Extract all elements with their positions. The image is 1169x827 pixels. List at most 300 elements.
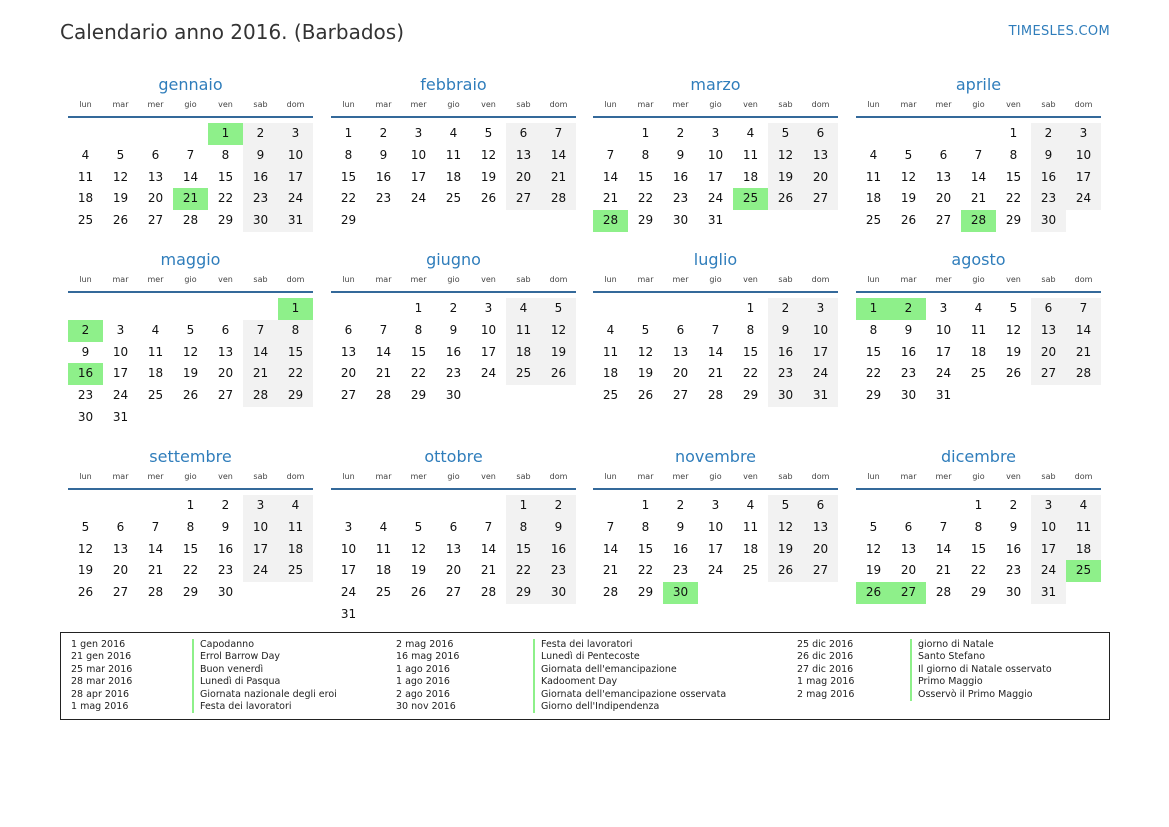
day-cell: 13 [1031, 320, 1066, 342]
day-cell: 23 [1031, 188, 1066, 210]
weekday-label: lun [79, 100, 92, 109]
day-cell: 29 [865, 388, 882, 403]
weekday-label: lun [604, 100, 617, 109]
day-cell: 3 [414, 126, 423, 140]
weekday-label: ven [743, 275, 758, 284]
empty-cell [243, 298, 278, 320]
day-cell: 19 [410, 563, 427, 578]
day-cell: 15 [742, 344, 759, 359]
day-cell: 13 [900, 541, 917, 556]
day-cell: 16 [672, 541, 689, 556]
legend-dates-1 [71, 639, 132, 713]
day-cell: 14 [935, 541, 952, 556]
day-cell: 19 [900, 191, 917, 206]
weekday-label: dom [549, 472, 568, 481]
site-link[interactable]: TIMESLES.COM [1008, 24, 1110, 39]
day-cell: 29 [742, 388, 759, 403]
day-cell: 22 [340, 191, 357, 206]
day-cell: 16 [1005, 541, 1022, 556]
day-cell: 5 [1009, 301, 1018, 315]
legend-holiday-name: Lunedì di Pasqua [192, 676, 337, 688]
empty-cell [366, 298, 401, 320]
day-cell: 25 [742, 563, 759, 578]
day-cell: 26 [182, 388, 199, 403]
day-cell: 29 [410, 388, 427, 403]
day-cell: 5 [869, 519, 878, 534]
day-cell: 19 [77, 563, 94, 578]
weekday-label: mar [637, 275, 654, 284]
day-cell: 9 [541, 517, 576, 539]
empty-cell [856, 495, 891, 517]
weekday-label: ven [1006, 275, 1021, 284]
legend-date: 30 nov 2016 [396, 700, 456, 712]
month-agosto [856, 249, 1101, 407]
day-cell: 13 [147, 169, 164, 184]
weekday-label: lun [79, 275, 92, 284]
day-cell: 24 [112, 388, 129, 403]
month-rule [593, 116, 838, 118]
day-cell: 8 [414, 322, 423, 337]
day-grid [593, 495, 838, 604]
day-cell: 23 [243, 188, 278, 210]
day-cell: 4 [449, 126, 458, 140]
day-cell: 24 [803, 363, 838, 385]
day-cell: 19 [1005, 344, 1022, 359]
month-name: marzo [690, 75, 741, 94]
month-rule [593, 291, 838, 293]
day-cell: 20 [147, 191, 164, 206]
weekday-label: mar [900, 472, 917, 481]
legend-names-1 [192, 639, 337, 713]
weekday-label: ven [481, 100, 496, 109]
day-cell: 6 [676, 322, 685, 337]
weekday-label: sab [1041, 275, 1056, 284]
day-cell: 21 [707, 366, 724, 381]
empty-cell [173, 123, 208, 145]
day-cell: 6 [449, 519, 458, 534]
page-title: Calendario anno 2016. (Barbados) [60, 20, 405, 44]
day-cell: 25 [77, 213, 94, 228]
day-cell: 24 [1031, 560, 1066, 582]
month-name: settembre [149, 447, 232, 466]
weekday-header [856, 472, 1101, 486]
day-cell: 15 [506, 539, 541, 561]
day-cell: 4 [1066, 495, 1101, 517]
day-cell: 14 [707, 344, 724, 359]
empty-cell [68, 123, 103, 145]
day-cell: 10 [410, 147, 427, 162]
empty-cell [103, 495, 138, 517]
day-cell: 2 [1031, 123, 1066, 145]
day-cell: 17 [278, 167, 313, 189]
legend-holiday-name: Giorno dell'Indipendenza [533, 701, 726, 713]
weekday-label: mar [900, 275, 917, 284]
day-cell: 5 [768, 495, 803, 517]
day-cell: 2 [541, 495, 576, 517]
day-cell: 2 [768, 298, 803, 320]
day-cell: 27 [672, 388, 689, 403]
day-cell: 8 [974, 519, 983, 534]
month-rule [68, 488, 313, 490]
day-cell: 30 [77, 409, 94, 424]
day-cell: 23 [77, 388, 94, 403]
day-grid [331, 123, 576, 232]
weekday-header [856, 275, 1101, 289]
holiday-day: 25 [733, 188, 768, 210]
day-cell: 30 [243, 210, 278, 232]
day-cell: 24 [278, 188, 313, 210]
day-cell: 4 [606, 322, 615, 337]
weekday-label: mar [112, 275, 129, 284]
day-cell: 4 [974, 301, 983, 315]
day-cell: 8 [869, 322, 878, 337]
legend-date: 25 dic 2016 [797, 639, 854, 650]
empty-cell [331, 495, 366, 517]
day-cell: 20 [803, 167, 838, 189]
day-cell: 17 [243, 539, 278, 561]
day-cell: 7 [711, 322, 720, 337]
day-cell: 17 [410, 169, 427, 184]
legend-date: 1 ago 2016 [396, 676, 450, 688]
day-cell: 15 [182, 541, 199, 556]
weekday-label: sab [253, 100, 268, 109]
day-cell: 21 [602, 563, 619, 578]
weekday-label: ven [481, 275, 496, 284]
day-cell: 7 [541, 123, 576, 145]
day-cell: 27 [803, 188, 838, 210]
holiday-day: 25 [1066, 560, 1101, 582]
day-cell: 23 [445, 366, 462, 381]
day-cell: 29 [1005, 213, 1022, 228]
day-cell: 3 [116, 322, 125, 337]
day-cell: 12 [637, 344, 654, 359]
day-grid [331, 298, 576, 407]
day-cell: 1 [414, 301, 423, 315]
legend-holiday-name: Errol Barrow Day [192, 651, 337, 663]
weekday-label: sab [516, 100, 531, 109]
day-cell: 23 [768, 363, 803, 385]
day-cell: 29 [278, 385, 313, 407]
empty-cell [856, 123, 891, 145]
weekday-label: mer [935, 472, 952, 481]
empty-cell [698, 298, 733, 320]
day-cell: 16 [768, 342, 803, 364]
weekday-label: mer [672, 275, 689, 284]
day-cell: 28 [1066, 363, 1101, 385]
day-cell: 17 [1066, 167, 1101, 189]
day-cell: 18 [147, 366, 164, 381]
day-cell: 24 [243, 560, 278, 582]
day-cell: 17 [480, 344, 497, 359]
legend-date: 21 gen 2016 [71, 651, 132, 663]
day-cell: 28 [707, 388, 724, 403]
month-name: luglio [693, 250, 738, 269]
empty-cell [628, 298, 663, 320]
day-cell: 22 [637, 563, 654, 578]
day-cell: 24 [340, 585, 357, 600]
day-cell: 24 [410, 191, 427, 206]
holiday-day: 28 [961, 210, 996, 232]
day-cell: 30 [445, 388, 462, 403]
day-cell: 28 [541, 188, 576, 210]
day-cell: 10 [243, 517, 278, 539]
day-cell: 11 [742, 147, 759, 162]
day-cell: 5 [641, 322, 650, 337]
weekday-label: mar [900, 100, 917, 109]
month-name: dicembre [940, 447, 1017, 466]
day-cell: 11 [375, 541, 392, 556]
weekday-label: lun [342, 100, 355, 109]
weekday-label: mer [672, 472, 689, 481]
day-cell: 7 [939, 519, 948, 534]
day-grid [593, 123, 838, 232]
weekday-label: ven [218, 100, 233, 109]
weekday-label: lun [867, 100, 880, 109]
day-cell: 30 [1005, 585, 1022, 600]
day-cell: 10 [707, 147, 724, 162]
day-cell: 25 [445, 191, 462, 206]
day-cell: 24 [707, 563, 724, 578]
day-cell: 8 [641, 519, 650, 534]
weekday-label: ven [1006, 100, 1021, 109]
day-cell: 7 [606, 519, 615, 534]
empty-cell [68, 298, 103, 320]
holiday-legend [60, 632, 1110, 720]
day-cell: 27 [340, 388, 357, 403]
month-novembre [593, 446, 838, 604]
month-name: ottobre [424, 447, 483, 466]
day-cell: 27 [506, 188, 541, 210]
day-cell: 28 [243, 385, 278, 407]
day-cell: 29 [217, 213, 234, 228]
day-cell: 12 [112, 169, 129, 184]
day-cell: 14 [602, 541, 619, 556]
day-cell: 10 [340, 541, 357, 556]
day-grid [68, 123, 313, 232]
day-cell: 23 [375, 191, 392, 206]
weekday-label: dom [1074, 275, 1093, 284]
weekday-label: mer [147, 275, 164, 284]
weekday-label: dom [811, 472, 830, 481]
day-cell: 8 [221, 147, 230, 162]
day-cell: 4 [278, 495, 313, 517]
day-cell: 10 [278, 145, 313, 167]
day-cell: 25 [375, 585, 392, 600]
weekday-label: sab [516, 275, 531, 284]
day-cell: 23 [217, 563, 234, 578]
weekday-header [593, 275, 838, 289]
month-rule [68, 116, 313, 118]
month-luglio [593, 249, 838, 407]
day-cell: 17 [1031, 539, 1066, 561]
legend-holiday-name: Primo Maggio [910, 676, 1052, 688]
day-grid [68, 495, 313, 604]
day-cell: 13 [445, 541, 462, 556]
day-cell: 13 [672, 344, 689, 359]
day-cell: 7 [1066, 298, 1101, 320]
weekday-label: sab [778, 275, 793, 284]
day-cell: 25 [602, 388, 619, 403]
weekday-label: ven [743, 472, 758, 481]
empty-cell [471, 495, 506, 517]
day-cell: 10 [480, 322, 497, 337]
empty-cell [663, 298, 698, 320]
day-cell: 31 [340, 606, 357, 621]
legend-holiday-name: Capodanno [192, 639, 337, 651]
day-cell: 12 [541, 320, 576, 342]
day-cell: 18 [865, 191, 882, 206]
weekday-label: mer [410, 100, 427, 109]
day-grid [593, 298, 838, 407]
day-cell: 7 [151, 519, 160, 534]
weekday-label: gio [972, 472, 985, 481]
day-cell: 20 [445, 563, 462, 578]
holiday-day: 1 [856, 298, 891, 320]
legend-date: 26 dic 2016 [797, 651, 854, 663]
legend-date: 25 mar 2016 [71, 663, 133, 675]
day-cell: 3 [484, 301, 493, 315]
day-cell: 19 [182, 366, 199, 381]
day-cell: 22 [742, 366, 759, 381]
day-cell: 13 [506, 145, 541, 167]
day-cell: 14 [541, 145, 576, 167]
legend-date: 1 mag 2016 [797, 676, 855, 688]
day-cell: 1 [344, 126, 353, 140]
holiday-day: 16 [68, 363, 103, 385]
day-cell: 12 [768, 145, 803, 167]
day-cell: 2 [221, 498, 230, 512]
weekday-label: sab [253, 472, 268, 481]
day-cell: 18 [375, 563, 392, 578]
weekday-label: lun [604, 275, 617, 284]
day-cell: 11 [445, 147, 462, 162]
legend-date: 2 ago 2016 [396, 688, 450, 700]
day-cell: 20 [112, 563, 129, 578]
day-cell: 19 [541, 342, 576, 364]
day-cell: 15 [217, 169, 234, 184]
weekday-label: dom [549, 100, 568, 109]
day-cell: 12 [768, 517, 803, 539]
day-cell: 5 [414, 519, 423, 534]
day-cell: 13 [340, 344, 357, 359]
day-cell: 1 [506, 495, 541, 517]
day-cell: 26 [768, 188, 803, 210]
day-cell: 22 [1005, 191, 1022, 206]
month-name: maggio [160, 250, 221, 269]
empty-cell [138, 123, 173, 145]
empty-cell [366, 495, 401, 517]
day-cell: 7 [974, 147, 983, 162]
day-cell: 18 [1066, 539, 1101, 561]
day-cell: 29 [637, 213, 654, 228]
day-cell: 7 [186, 147, 195, 162]
legend-dates-2 [396, 639, 459, 713]
legend-date: 16 mag 2016 [396, 651, 460, 663]
day-cell: 30 [672, 213, 689, 228]
day-cell: 4 [869, 147, 878, 162]
day-cell: 18 [506, 342, 541, 364]
legend-holiday-name: giorno di Natale [910, 639, 1052, 651]
day-cell: 15 [970, 541, 987, 556]
day-cell: 27 [935, 213, 952, 228]
empty-cell [926, 495, 961, 517]
weekday-label: mer [935, 275, 952, 284]
day-cell: 13 [935, 169, 952, 184]
day-cell: 18 [742, 169, 759, 184]
legend-holiday-name: Giornata dell'emancipazione osservata [533, 689, 726, 701]
day-cell: 10 [1066, 145, 1101, 167]
day-cell: 12 [410, 541, 427, 556]
day-cell: 8 [186, 519, 195, 534]
day-cell: 2 [1009, 498, 1018, 512]
day-cell: 30 [1031, 210, 1066, 232]
day-cell: 11 [742, 519, 759, 534]
weekday-label: lun [342, 275, 355, 284]
day-cell: 11 [865, 169, 882, 184]
day-cell: 2 [449, 301, 458, 315]
legend-dates-3 [797, 639, 854, 701]
day-cell: 2 [676, 498, 685, 512]
weekday-label: ven [218, 275, 233, 284]
weekday-label: mer [410, 275, 427, 284]
weekday-header [856, 100, 1101, 114]
day-cell: 5 [768, 123, 803, 145]
weekday-label: sab [1041, 100, 1056, 109]
day-cell: 21 [375, 366, 392, 381]
day-cell: 11 [970, 322, 987, 337]
holiday-day: 2 [68, 320, 103, 342]
weekday-label: gio [184, 275, 197, 284]
weekday-label: gio [709, 472, 722, 481]
weekday-label: ven [1006, 472, 1021, 481]
day-cell: 15 [637, 169, 654, 184]
weekday-label: dom [286, 275, 305, 284]
month-name: aprile [955, 75, 1002, 94]
day-cell: 15 [637, 541, 654, 556]
day-cell: 13 [112, 541, 129, 556]
day-cell: 6 [221, 322, 230, 337]
weekday-label: mar [375, 100, 392, 109]
day-cell: 4 [746, 126, 755, 140]
day-cell: 12 [865, 541, 882, 556]
day-cell: 6 [803, 495, 838, 517]
day-cell: 19 [480, 169, 497, 184]
day-cell: 14 [1066, 320, 1101, 342]
weekday-label: mar [375, 472, 392, 481]
legend-holiday-name: Lunedì di Pentecoste [533, 651, 726, 663]
day-cell: 15 [1005, 169, 1022, 184]
day-grid [856, 495, 1101, 604]
day-cell: 27 [217, 388, 234, 403]
day-cell: 21 [1066, 342, 1101, 364]
weekday-header [68, 275, 313, 289]
day-cell: 21 [147, 563, 164, 578]
day-cell: 14 [182, 169, 199, 184]
day-cell: 16 [541, 539, 576, 561]
day-cell: 1 [746, 301, 755, 315]
day-cell: 13 [217, 344, 234, 359]
day-cell: 9 [221, 519, 230, 534]
day-cell: 6 [939, 147, 948, 162]
day-cell: 7 [484, 519, 493, 534]
weekday-label: mer [147, 100, 164, 109]
weekday-label: sab [778, 100, 793, 109]
day-cell: 8 [641, 147, 650, 162]
weekday-label: mar [637, 100, 654, 109]
weekday-header [593, 472, 838, 486]
day-cell: 9 [676, 519, 685, 534]
day-cell: 9 [904, 322, 913, 337]
